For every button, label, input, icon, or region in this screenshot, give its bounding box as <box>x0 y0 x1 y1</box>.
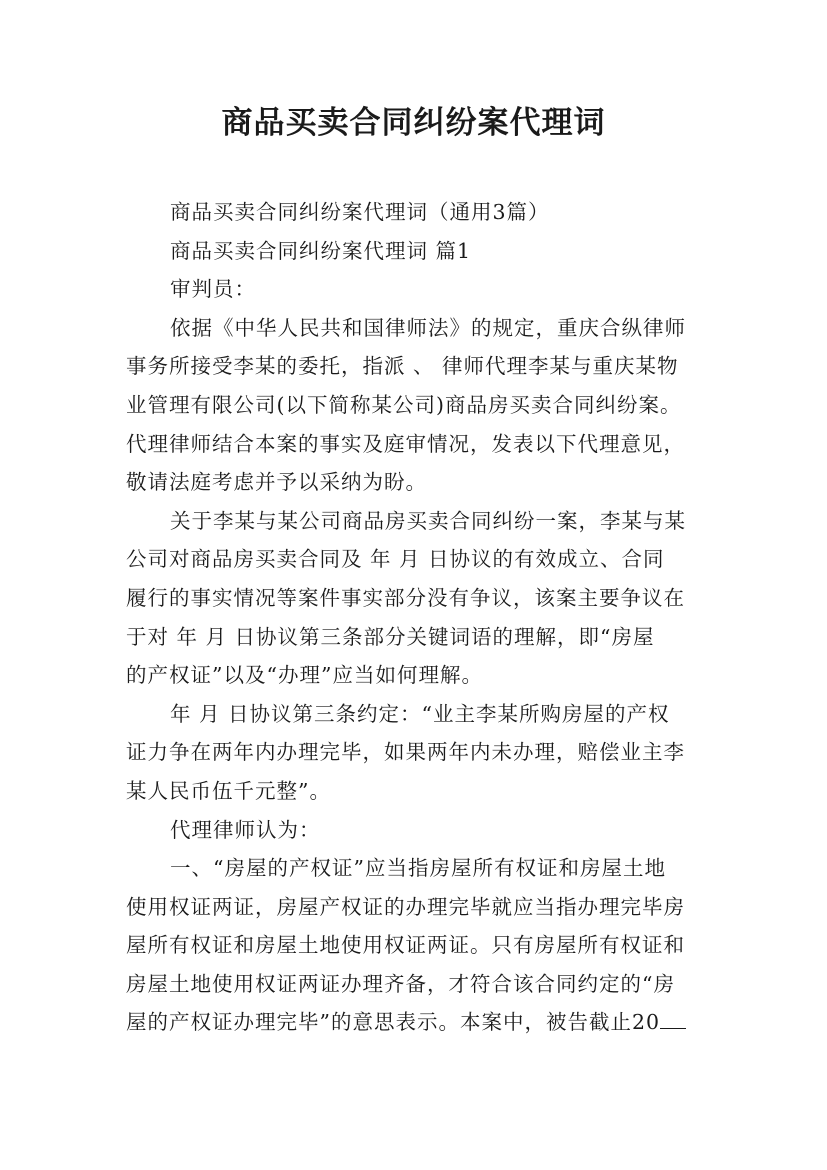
paragraph-line: 于对 年 月 日协议第三条部分关键词语的理解，即“房屋 <box>126 624 655 649</box>
document-body <box>126 193 704 1042</box>
paragraph-line-text: 屋的产权证办理完毕”的意思表示。本案中，被告截止20 <box>126 1010 661 1035</box>
fill-in-blank <box>660 1008 686 1029</box>
paragraph-line: 敬请法庭考虑并予以采纳为盼。 <box>126 470 427 495</box>
section-heading: 商品买卖合同纠纷案代理词 篇1 <box>170 238 472 263</box>
paragraph-line: 公司对商品房买卖合同及 年 月 日协议的有效成立、合同 <box>126 547 665 572</box>
paragraph-line-last <box>126 1003 704 1042</box>
paragraph-line: 的产权证”以及“办理”应当如何理解。 <box>126 663 483 688</box>
paragraph-line: 屋所有权证和房屋土地使用权证两证。只有房屋所有权证和 <box>126 933 685 958</box>
paragraph-line: 履行的事实情况等案件事实部分没有争议，该案主要争议在 <box>126 585 685 610</box>
paragraph-line: 一、“房屋的产权证”应当指房屋所有权证和房屋土地 <box>170 856 666 881</box>
document-title: 商品买卖合同纠纷案代理词 <box>221 105 606 141</box>
paragraph-line: 代理律师认为： <box>170 817 321 842</box>
subtitle-line: 商品买卖合同纠纷案代理词（通用3篇） <box>170 200 550 224</box>
paragraph-line: 证力争在两年内办理完毕，如果两年内未办理，赔偿业主李 <box>126 740 685 765</box>
paragraph-line: 依据《中华人民共和国律师法》的规定，重庆合纵律师 <box>170 315 686 340</box>
salutation: 审判员： <box>170 277 256 302</box>
paragraph-line: 关于李某与某公司商品房买卖合同纠纷一案，李某与某 <box>170 508 686 533</box>
paragraph-line: 使用权证两证，房屋产权证的办理完毕就应当指办理完毕房 <box>126 894 685 919</box>
paragraph-line: 事务所接受李某的委托，指派 、 律师代理李某与重庆某物 <box>126 354 679 379</box>
paragraph-line: 业管理有限公司(以下简称某公司)商品房买卖合同纠纷案。 <box>126 392 682 417</box>
paragraph-line: 房屋土地使用权证两证办理齐备，才符合该合同约定的“房 <box>126 971 675 996</box>
paragraph-line: 代理律师结合本案的事实及庭审情况，发表以下代理意见， <box>126 431 685 456</box>
paragraph-line: 年 月 日协议第三条约定：“业主李某所购房屋的产权 <box>170 701 670 726</box>
paragraph-line: 某人民币伍千元整”。 <box>126 778 331 803</box>
